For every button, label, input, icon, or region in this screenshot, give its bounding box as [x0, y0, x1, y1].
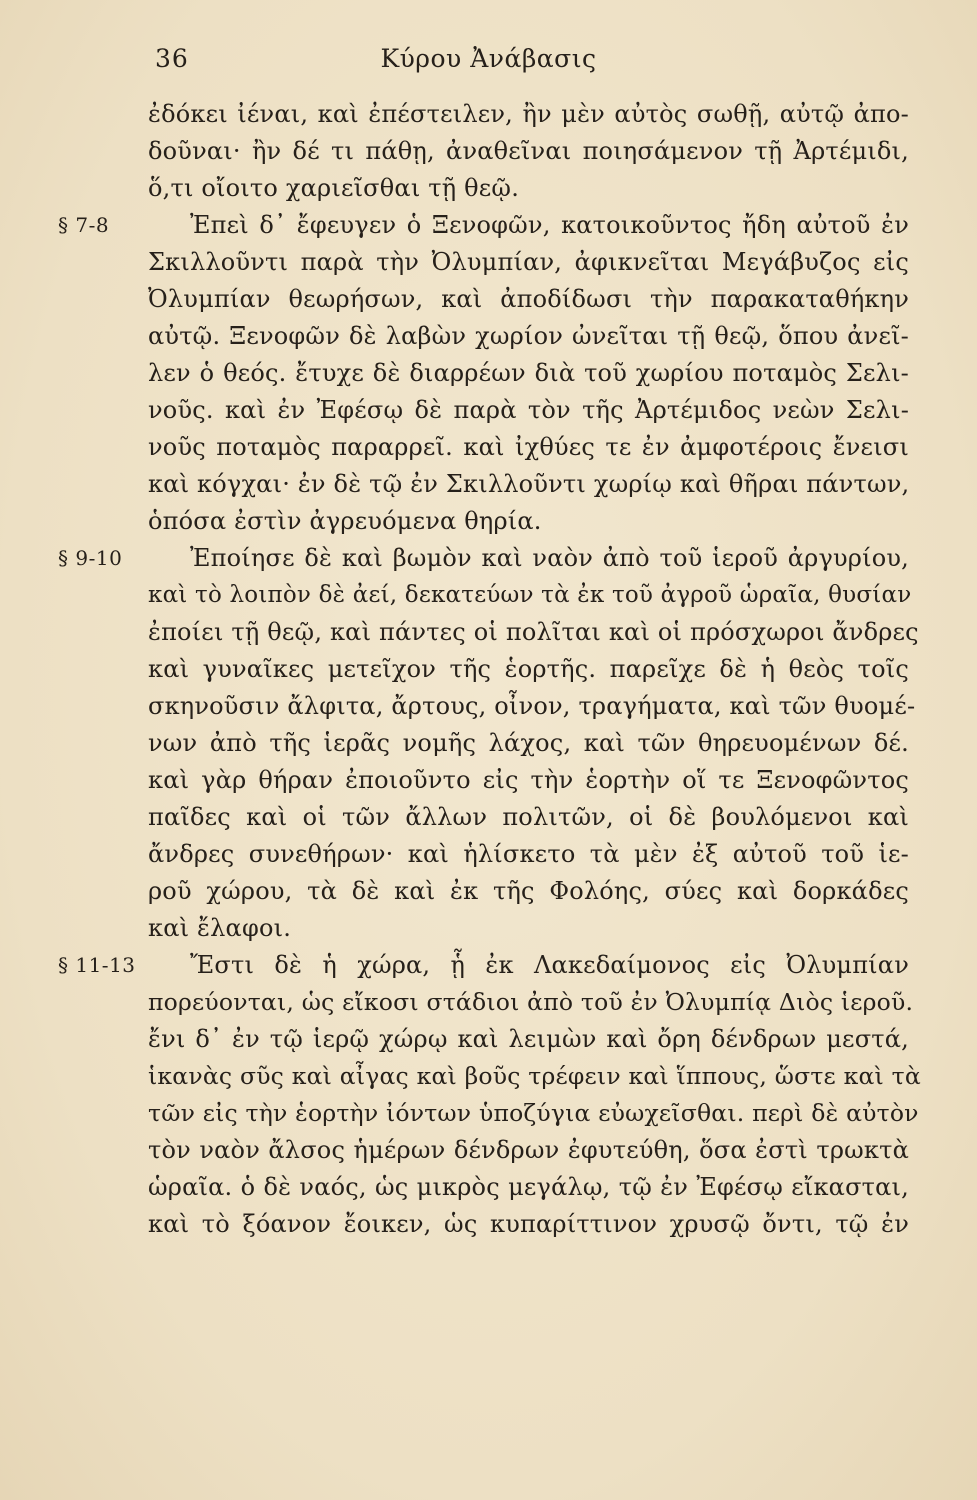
text-line: καὶ ἔλαφοι.: [148, 914, 292, 942]
text-line: ἐδόκει ἰέναι, καὶ ἐπέστειλεν, ἢν μὲν αὐτὸς σωθῇ, αὐτῷ ἀπο-: [148, 100, 909, 128]
text-line: Ὀλυμπίαν θεωρήσων, καὶ ἀποδίδωσι τὴν παρακαταθήκην: [148, 285, 909, 313]
text-line: καὶ τὸ ξόανον ἔοικεν, ὡς κυπαρίττινον χρυσῷ ὄντι, τῷ ἐν: [148, 1210, 909, 1238]
section-marker: § 11-13: [58, 953, 136, 977]
text-line: αὐτῷ. Ξενοφῶν δὲ λαβὼν χωρίον ὠνεῖται τῇ θεῷ, ὅπου ἀνεῖ-: [148, 322, 909, 350]
section-marker: § 7-8: [58, 213, 110, 237]
text-line: λεν ὁ θεός. ἔτυχε δὲ διαρρέων διὰ τοῦ χωρίου ποταμὸς Σελι-: [148, 359, 909, 387]
text-line: καὶ γυναῖκες μετεῖχον τῆς ἑορτῆς. παρεῖχε δὲ ἡ θεὸς τοῖς: [148, 655, 909, 683]
text-line: Σκιλλοῦντι παρὰ τὴν Ὀλυμπίαν, ἀφικνεῖται Μεγάβυζος εἰς: [148, 248, 909, 276]
text-line: καὶ τὸ λοιπὸν δὲ ἀεί, δεκατεύων τὰ ἐκ τοῦ ἀγροῦ ὡραῖα, θυσίαν: [148, 582, 912, 608]
text-line: § 7-8 Ἐπεὶ δ᾽ ἔφευγεν ὁ Ξενοφῶν, κατοικοῦντος ἤδη αὐτοῦ ἐν: [0, 207, 977, 244]
text-line: ὡραῖα. ὁ δὲ ναός, ὡς μικρὸς μεγάλῳ, τῷ ἐν Ἐφέσῳ εἴκασται,: [148, 1173, 909, 1201]
text-line: νων ἀπὸ τῆς ἱερᾶς νομῆς λάχος, καὶ τῶν θηρευομένων δέ.: [148, 729, 909, 757]
text-line: ὅ,τι οἴοιτο χαριεῖσθαι τῇ θεῷ.: [148, 174, 520, 202]
text-line: τὸν ναὸν ἄλσος ἡμέρων δένδρων ἐφυτεύθη, ὅσα ἐστὶ τρωκτὰ: [148, 1136, 909, 1164]
text-line: καὶ κόγχαι· ἐν δὲ τῷ ἐν Σκιλλοῦντι χωρίῳ καὶ θῆραι πάντων,: [148, 470, 910, 498]
text-line: παῖδες καὶ οἱ τῶν ἄλλων πολιτῶν, οἱ δὲ βουλόμενοι καὶ: [148, 803, 909, 831]
text-line: § 9-10 Ἐποίησε δὲ καὶ βωμὸν καὶ ναὸν ἀπὸ τοῦ ἱεροῦ ἀργυρίου,: [0, 540, 977, 577]
text-line: καὶ γὰρ θήραν ἐποιοῦντο εἰς τὴν ἑορτὴν οἵ τε Ξενοφῶντος: [148, 766, 909, 794]
body-text: [0, 96, 977, 1243]
running-title: Κύρου Ἀνάβασις: [380, 44, 597, 73]
section-marker: § 9-10: [58, 546, 123, 570]
text-line: νοῦς. καὶ ἐν Ἐφέσῳ δὲ παρὰ τὸν τῆς Ἀρτέμιδος νεὼν Σελι-: [148, 396, 909, 424]
text-line: τῶν εἰς τὴν ἑορτὴν ἰόντων ὑποζύγια εὐωχεῖσθαι. περὶ δὲ αὐτὸν: [148, 1099, 919, 1127]
text-line: νοῦς ποταμὸς παραρρεῖ. καὶ ἰχθύες τε ἐν ἀμφοτέροις ἔνεισι: [148, 433, 909, 461]
text-line: ἄνδρες συνεθήρων· καὶ ἡλίσκετο τὰ μὲν ἐξ αὐτοῦ τοῦ ἱε-: [148, 840, 909, 868]
text-line: ἐποίει τῇ θεῷ, καὶ πάντες οἱ πολῖται καὶ οἱ πρόσχωροι ἄνδρες: [148, 618, 919, 646]
text-line: ἱκανὰς σῦς καὶ αἶγας καὶ βοῦς τρέφειν καὶ ἵππους, ὥστε καὶ τὰ: [148, 1062, 921, 1090]
text-line: ροῦ χώρου, τὰ δὲ καὶ ἐκ τῆς Φολόης, σύες καὶ δορκάδες: [148, 877, 909, 905]
text-line: πορεύονται, ὡς εἴκοσι στάδιοι ἀπὸ τοῦ ἐν Ὀλυμπίᾳ Διὸς ἱεροῦ.: [148, 988, 914, 1016]
text-line: ὁπόσα ἐστὶν ἀγρευόμενα θηρία.: [148, 507, 542, 535]
text-line: § 11-13 Ἔστι δὲ ἡ χώρα, ᾗ ἐκ Λακεδαίμονος εἰς Ὀλυμπίαν: [0, 947, 977, 984]
text-line: σκηνοῦσιν ἄλφιτα, ἄρτους, οἶνον, τραγήματα, καὶ τῶν θυομέ-: [148, 692, 916, 720]
text-line: ἔνι δ᾽ ἐν τῷ ἱερῷ χώρῳ καὶ λειμὼν καὶ ὄρη δένδρων μεστά,: [148, 1025, 909, 1053]
text-line: δοῦναι· ἢν δέ τι πάθῃ, ἀναθεῖναι ποιησάμενον τῇ Ἀρτέμιδι,: [148, 137, 909, 165]
page-header: [0, 44, 977, 84]
page-number: 36: [155, 44, 189, 73]
